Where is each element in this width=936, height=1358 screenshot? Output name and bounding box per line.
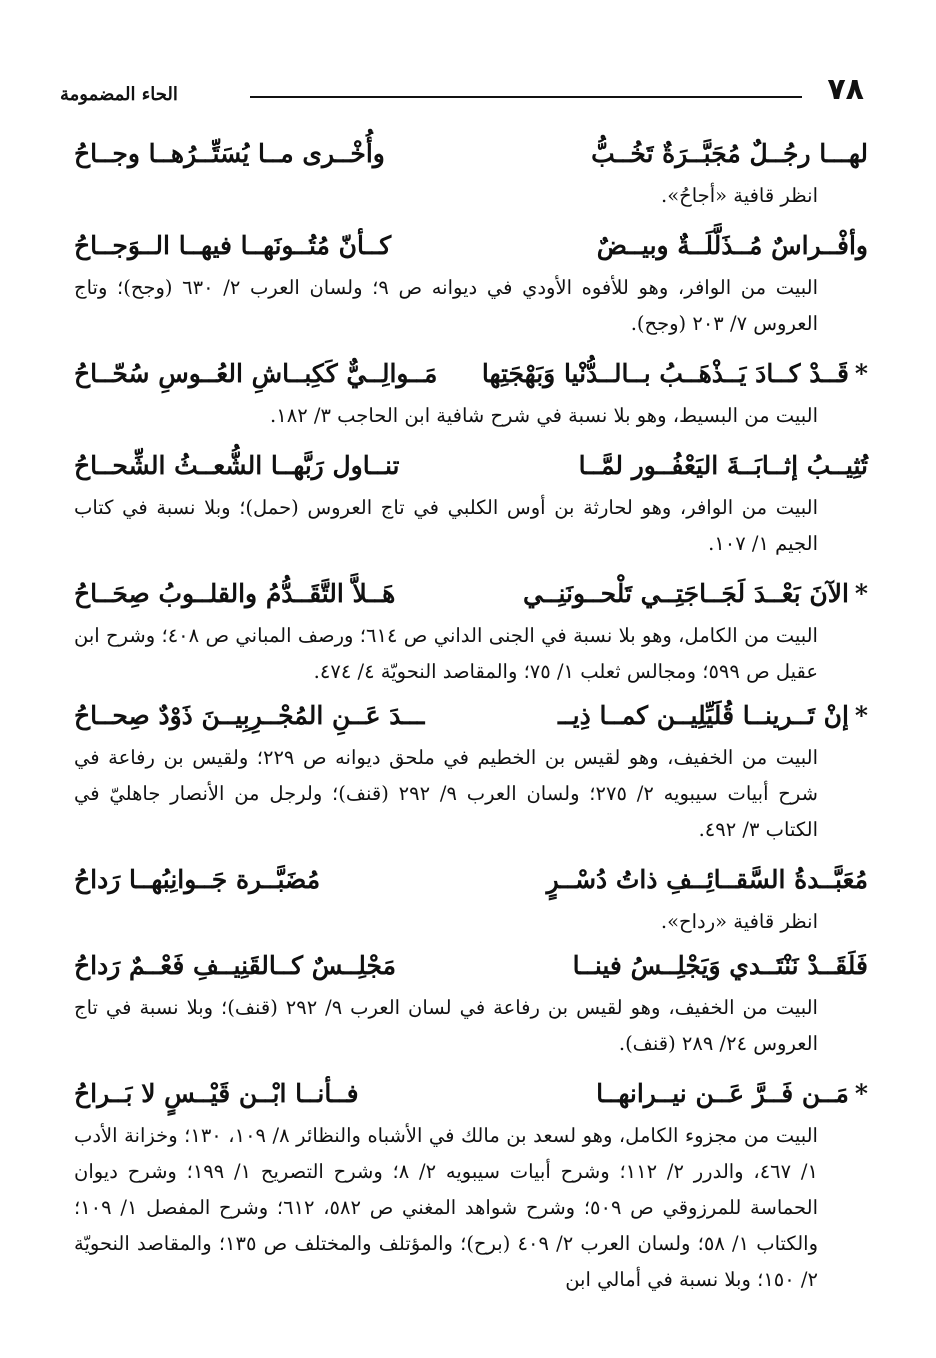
- footnote: انظر قافية «رداح».: [660, 910, 818, 933]
- star-marker: *: [854, 700, 868, 730]
- hemistich-first: [596, 1079, 868, 1108]
- verse: [74, 568, 868, 618]
- hemistich-second: فــأنــا ابْــن قَيْــسٍ لا بَــراحُ: [74, 1078, 359, 1108]
- hemistich-first: فَلَقَــدْ نَنْتَــدي وَيَجْلِــسُ فينــا: [572, 950, 868, 980]
- hemistich-first: وأفْــراسٌ مُــذَلَّلَــةٌ وبيــضٌ: [596, 230, 868, 260]
- entry: [74, 690, 868, 848]
- entry: [74, 440, 868, 562]
- hemistich-first: لهـــا رجُــلٌ مُجَبَّــرَةٌ تَخُــبُّ: [591, 138, 868, 168]
- verse: [74, 220, 868, 270]
- footnote: البيت من الكامل، وهو بلا نسبة في الجنى الداني ص ٦١٤؛ ورصف المباني ص ٤٠٨؛ وشرح ابن عقيل ص ٥٩٩؛ ومجالس ثعلب ١/ ٧٥؛ والمقاصد النحويّة ٤/ ٤٧٤.: [74, 624, 818, 683]
- verse: [74, 854, 868, 904]
- hemistich-second: هَــلاَّ التَّقَــدُّمُ والقلــوبُ صِحَــاحُ: [74, 578, 396, 608]
- entry: [74, 220, 868, 342]
- entry: [74, 348, 868, 434]
- footnote: البيت من الخفيف، وهو لقيس بن الخطيم في ملحق ديوانه ص ٢٢٩؛ ولقيس بن رفاعة في شرح أبيات سيبويه ٢/ ٢٧٥؛ ولسان العرب ٩/ ٢٩٢ (قنف)؛ ولرجل من الأنصار جاهليّ في الكتاب ٣/ ٤٩٢.: [74, 746, 818, 841]
- verse: [74, 348, 868, 398]
- hemistich-text: قَــدْ كــادَ يَــذْهَــبُ بــالــدُّنْيا وَبَهْجَتِها: [481, 358, 849, 388]
- verse: [74, 440, 868, 490]
- hemistich-second: وأُخْــرى مــا يُسَتِّــرُهــا وجــاحُ: [74, 138, 385, 168]
- running-title: الحاء المضمومة: [60, 84, 178, 105]
- hemistich-second: مَجْلِــسٌ كــالقَنِيــفِ فَعْــمٌ رَداحُ: [74, 950, 397, 980]
- footnote: البيت من البسيط، وهو بلا نسبة في شرح شافية ابن الحاجب ٣/ ١٨٢.: [270, 404, 818, 427]
- star-marker: *: [854, 1078, 868, 1108]
- star-marker: *: [854, 358, 868, 388]
- hemistich-first: مُعَبَّــدةُ السَّقــائِــفِ ذاتُ دُسْــرٍ: [546, 864, 868, 894]
- hemistich-second: مَــوالِــيٌّ كَكِبــاشِ العُــوسِ سُحّــاحُ: [74, 358, 438, 388]
- hemistich-text: الآنَ بَعْــدَ لَجَــاجَتِــي تَلْحــونَنِــي: [523, 578, 849, 608]
- hemistich-text: مَــن فَــرَّ عَــن نيــرانهــا: [596, 1078, 849, 1108]
- hemistich-second: مُضَبَّــرة جَــوانِبُهــا رَداحُ: [74, 864, 321, 894]
- verse: [74, 1068, 868, 1118]
- page-content: [74, 128, 868, 1298]
- entry: [74, 128, 868, 214]
- entry: [74, 854, 868, 940]
- footnote: انظر قافية «أجاحُ».: [661, 184, 818, 207]
- footnote: البيت من مجزوء الكامل، وهو لسعد بن مالك في الأشباه والنظائر ٨/ ١٠٩، ١٣٠؛ وخزانة الأدب ١/ ٤٦٧، والدرر ٢/ ١١٢؛ وشرح أبيات سيبويه ٢/ ٨؛ وشرح التصريح ١/ ١٩٩؛ وشرح ديوان الحماسة للمرزوقي ص ٥٠٩؛ وشرح شواهد المغني ص ٥٨٢، ٦١٢؛ وشرح المفصل ١/ ١٠٩؛ والكتاب ١/ ٥٨؛ ولسان العرب ٢/ ٤٠٩ (برح)؛ والمؤتلف والمختلف ص ١٣٥؛ والمقاصد النحويّة ٢/ ١٥٠؛ وبلا نسبة في أمالي ابن: [74, 1124, 818, 1291]
- footnote: البيت من الخفيف، وهو لقيس بن رفاعة في لسان العرب ٩/ ٢٩٢ (قنف)؛ وبلا نسبة في تاج العروس ٢٤/ ٢٨٩ (قنف).: [74, 996, 818, 1055]
- header-rule: [250, 96, 802, 98]
- entry: [74, 1068, 868, 1298]
- hemistich-first: [558, 701, 868, 730]
- verse: [74, 128, 868, 178]
- hemistich-first: [523, 579, 868, 608]
- verse: [74, 690, 868, 740]
- entry: [74, 568, 868, 690]
- hemistich-second: كــأنّ مُتُــونَهــا فيهــا الــوَجــاحُ: [74, 230, 392, 260]
- footnote: البيت من الوافر، وهو لحارثة بن أوس الكلبي في تاج العروس (حمل)؛ وبلا نسبة في كتاب الجيم ١/ ١٠٧.: [74, 496, 818, 555]
- verse: [74, 940, 868, 990]
- hemistich-second: ـــدَ عَــنِ المُجْــرِبِيــنَ ذَوْدٌ صِحــاحُ: [74, 700, 425, 730]
- star-marker: *: [854, 578, 868, 608]
- footnote: البيت من الوافر، وهو للأفوه الأودي في ديوانه ص ٩؛ ولسان العرب ٢/ ٦٣٠ (وجح)؛ وتاج العروس ٧/ ٢٠٣ (وجح).: [74, 276, 818, 335]
- entry: [74, 940, 868, 1062]
- page-header: [60, 72, 872, 112]
- hemistich-second: تنــاول رَبَّهــا الشُّعــثُ الشِّحــاحُ: [74, 450, 400, 480]
- page-number: ٧٨: [827, 72, 864, 107]
- hemistich-text: إنْ تَــرينــا قُلَيِّلِيــن كمــا ذِيــ: [558, 700, 849, 730]
- hemistich-first: [482, 359, 868, 388]
- hemistich-first: تُثِيــبُ إثــابَــةَ اليَعْفُــور لمَّــا: [578, 450, 868, 480]
